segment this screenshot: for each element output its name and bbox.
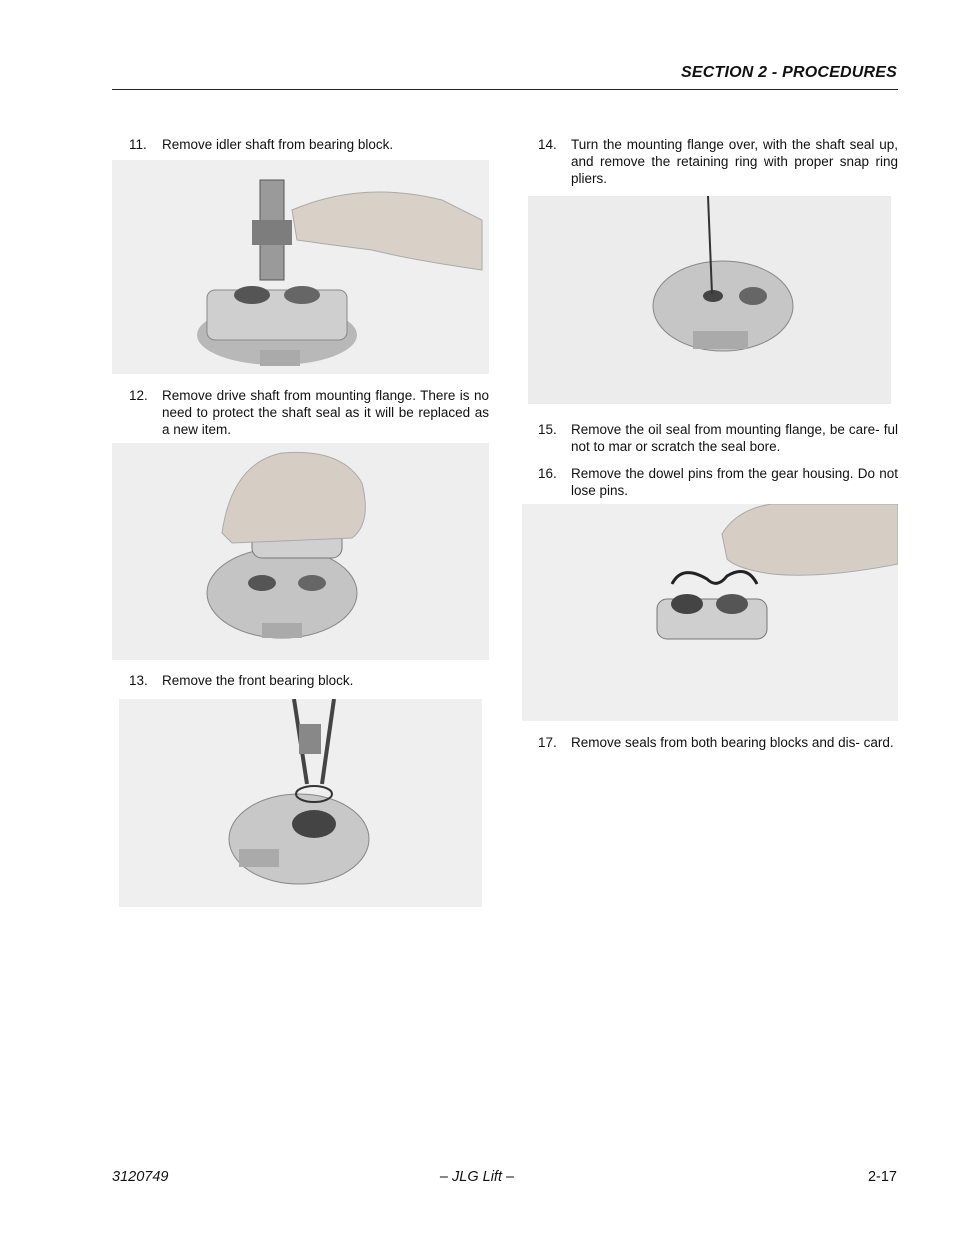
section-title: SECTION 2 - PROCEDURES bbox=[681, 64, 897, 81]
step-12 bbox=[129, 387, 489, 438]
step-number: 13. bbox=[129, 673, 148, 688]
photo-idler-shaft-removal bbox=[112, 160, 489, 374]
document-number: 3120749 bbox=[112, 1169, 169, 1185]
step-text: Remove the oil seal from mounting flange, be care- ful not to mar or scratch the seal bore. bbox=[571, 422, 898, 454]
step-number: 17. bbox=[538, 735, 557, 750]
header-divider bbox=[112, 89, 898, 90]
footer-brand: – JLG Lift – bbox=[439, 1169, 515, 1185]
page-number: 2-17 bbox=[867, 1169, 897, 1185]
photo-dowel-pin-removal bbox=[522, 504, 898, 721]
photo-drive-shaft-removal bbox=[112, 443, 489, 660]
step-number: 11. bbox=[129, 137, 147, 152]
step-text: Remove the dowel pins from the gear housing. Do not lose pins. bbox=[571, 466, 898, 498]
step-13 bbox=[129, 672, 489, 689]
step-text: Remove idler shaft from bearing block. bbox=[162, 137, 394, 152]
step-number: 12. bbox=[129, 388, 148, 403]
step-text: Remove drive shaft from mounting flange. There is no need to protect the shaft seal as it will be replaced as a new item. bbox=[162, 388, 489, 437]
step-text: Remove seals from both bearing blocks and dis- card. bbox=[571, 735, 894, 750]
photo-front-bearing-block bbox=[119, 699, 482, 907]
step-number: 16. bbox=[538, 466, 557, 481]
step-text: Remove the front bearing block. bbox=[162, 673, 354, 688]
step-16 bbox=[538, 465, 898, 499]
step-number: 15. bbox=[538, 422, 557, 437]
step-text: Turn the mounting flange over, with the shaft seal up, and remove the retaining ring with proper snap ring pliers. bbox=[571, 137, 898, 186]
step-15 bbox=[538, 421, 898, 455]
step-17 bbox=[538, 734, 898, 751]
step-14 bbox=[538, 136, 898, 187]
photo-retaining-ring-removal bbox=[528, 196, 891, 404]
step-number: 14. bbox=[538, 137, 557, 152]
step-11 bbox=[129, 136, 489, 153]
